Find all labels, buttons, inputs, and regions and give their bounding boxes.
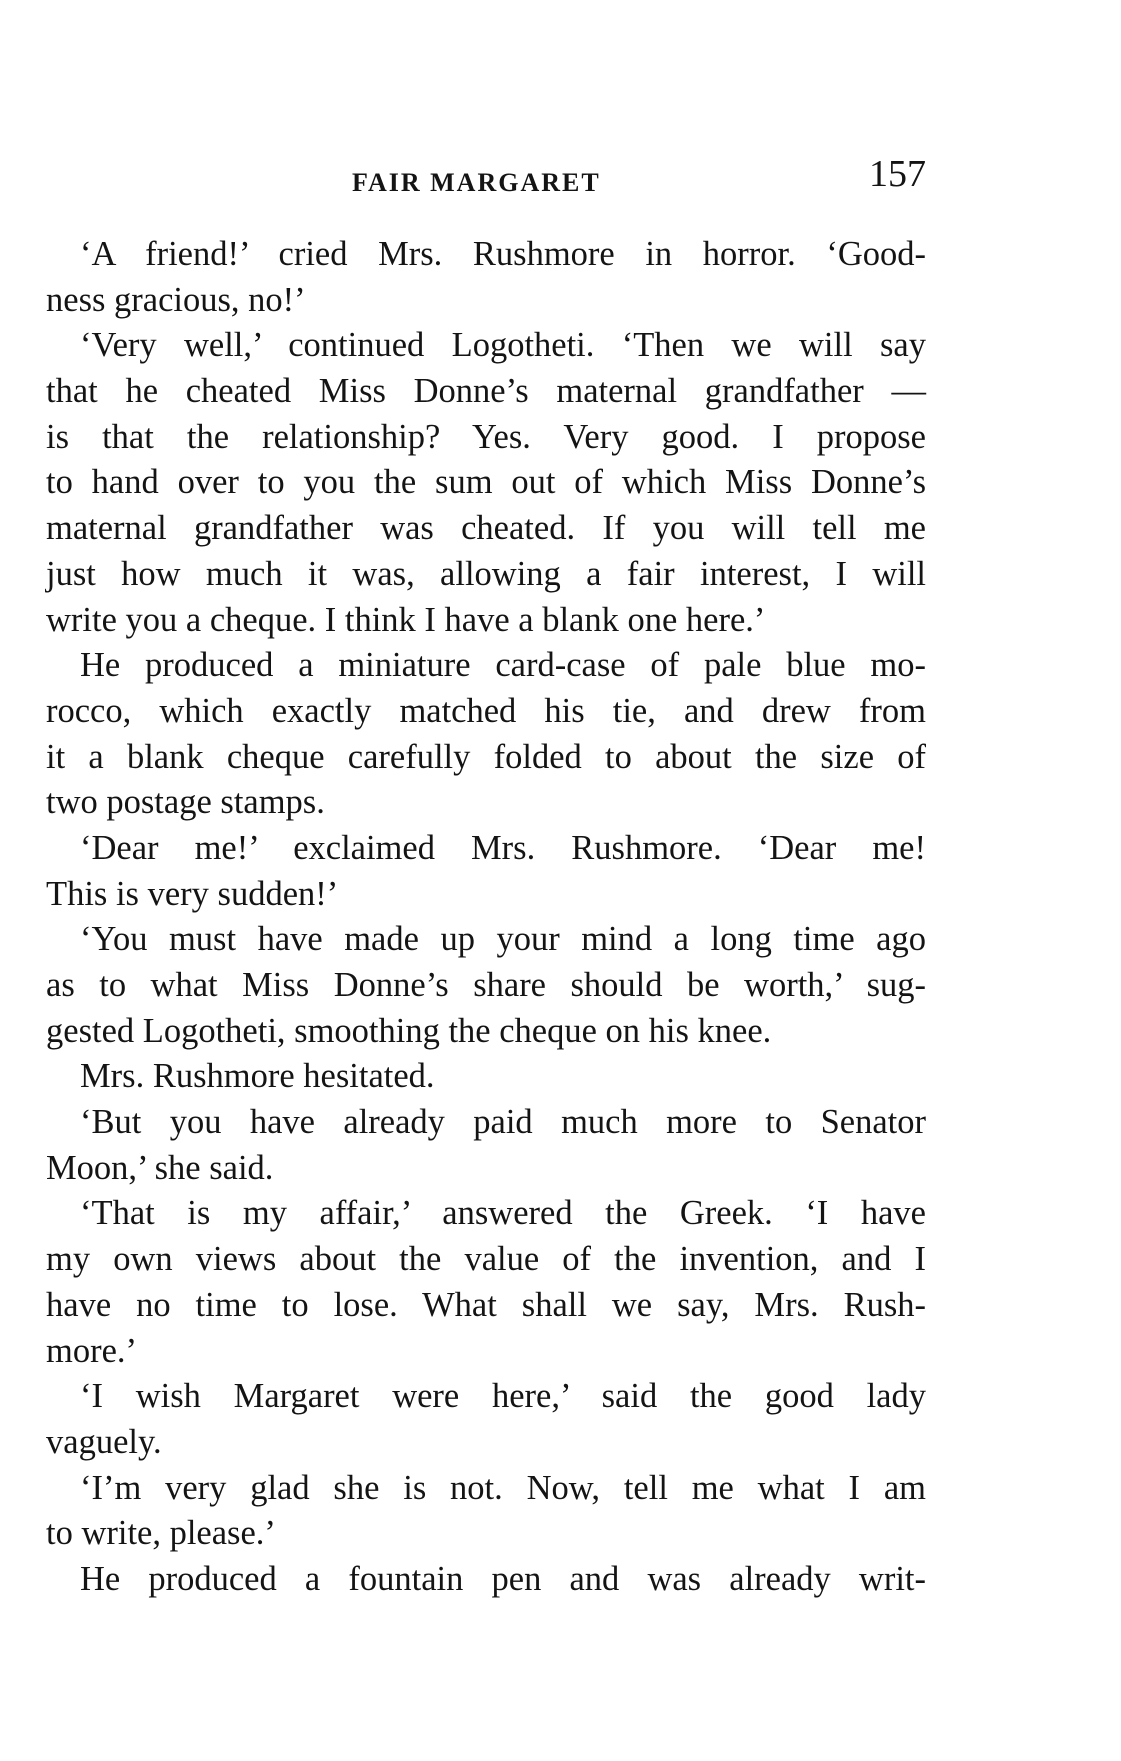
text-line: Moon,’ she said. (46, 1148, 274, 1187)
body-text (46, 232, 926, 1603)
text-line: to write, please.’ (46, 1514, 276, 1553)
text-line: ‘You must have made up your mind a long time ago (80, 920, 926, 959)
paragraph (46, 1054, 926, 1100)
paragraph (46, 917, 926, 1054)
paragraph (46, 1466, 926, 1557)
text-line: ‘I wish Margaret were here,’ said the good lady (80, 1377, 926, 1416)
text-line: it a blank cheque carefully folded to about the size of (46, 737, 926, 776)
text-line: two postage stamps. (46, 783, 325, 822)
text-line: He produced a fountain pen and was already writ- (80, 1559, 926, 1598)
text-line: rocco, which exactly matched his tie, and drew from (46, 691, 926, 730)
paragraph (46, 232, 926, 323)
text-line: ‘But you have already paid much more to Senator (80, 1103, 926, 1142)
book-page (46, 0, 926, 1761)
text-line: write you a cheque. I think I have a blank one here.’ (46, 600, 766, 639)
text-line: vaguely. (46, 1422, 162, 1461)
text-line: maternal grandfather was cheated. If you will tell me (46, 509, 926, 548)
text-line: my own views about the value of the invention, and I (46, 1240, 926, 1279)
paragraph (46, 826, 926, 917)
running-title: FAIR MARGARET (352, 168, 601, 197)
text-line: Mrs. Rushmore hesitated. (80, 1057, 435, 1096)
paragraph (46, 323, 926, 643)
paragraph (46, 1191, 926, 1374)
text-line: have no time to lose. What shall we say, Mrs. Rush- (46, 1285, 926, 1324)
page-number: 157 (869, 153, 926, 195)
paragraph (46, 1557, 926, 1603)
text-line: ‘A friend!’ cried Mrs. Rushmore in horror. ‘Good- (80, 235, 926, 273)
text-line: ‘I’m very glad she is not. Now, tell me what I am (80, 1468, 926, 1507)
text-line: is that the relationship? Yes. Very good. I propose (46, 417, 926, 456)
running-head (46, 152, 926, 202)
text-line: ‘That is my affair,’ answered the Greek. ‘I have (80, 1194, 926, 1233)
text-line: more.’ (46, 1331, 138, 1370)
text-line: He produced a miniature card-case of pale blue mo- (80, 646, 926, 685)
text-line: just how much it was, allowing a fair interest, I will (46, 554, 926, 593)
paragraph (46, 1374, 926, 1465)
text-line: ness gracious, no!’ (46, 280, 306, 319)
text-line: ‘Very well,’ continued Logotheti. ‘Then we will say (80, 326, 926, 365)
text-line: to hand over to you the sum out of which Miss Donne’s (46, 463, 926, 502)
text-line: as to what Miss Donne’s share should be worth,’ sug- (46, 966, 926, 1004)
text-line: that he cheated Miss Donne’s maternal grandfather — (46, 372, 926, 411)
text-line: ‘Dear me!’ exclaimed Mrs. Rushmore. ‘Dear me! (80, 828, 926, 867)
paragraph (46, 643, 926, 826)
text-line: gested Logotheti, smoothing the cheque on his knee. (46, 1011, 772, 1050)
text-line: This is very sudden!’ (46, 874, 339, 913)
paragraph (46, 1100, 926, 1191)
